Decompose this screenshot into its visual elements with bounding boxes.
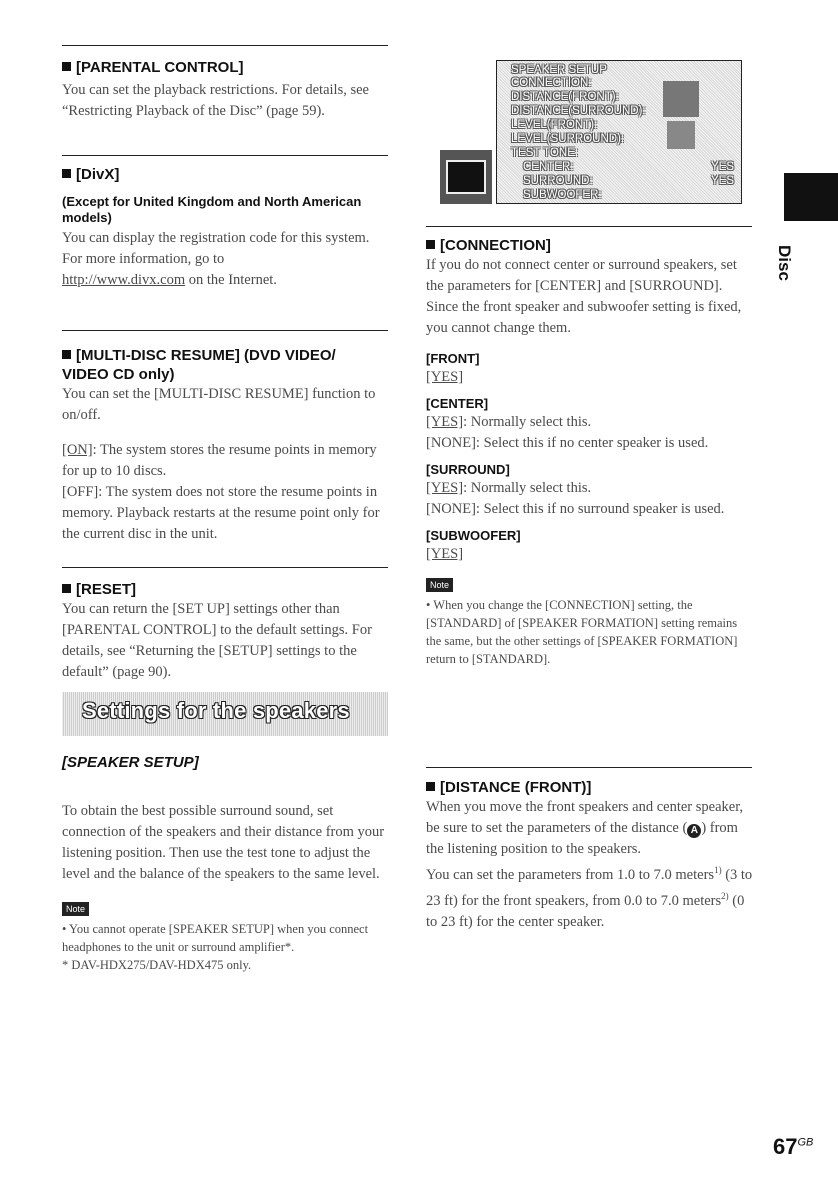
bullet-square-icon	[426, 782, 435, 791]
screen-menu-item: DISTANCE(SURROUND):	[511, 105, 646, 117]
option: [YES]	[426, 546, 464, 562]
section-heading: [PARENTAL CONTROL]	[62, 58, 388, 77]
option: [YES]: Normally select this.	[426, 480, 592, 496]
bullet-square-icon	[62, 584, 71, 593]
screen-option-value: YES	[711, 161, 735, 173]
speaker-setup-section	[62, 754, 388, 974]
section-heading: [RESET]	[62, 580, 388, 599]
screen-menu-item: CONNECTION:	[511, 77, 592, 89]
section-title: Settings for the speakers	[82, 698, 350, 723]
speaker-graphic	[663, 81, 699, 117]
subheading: (Except for United Kingdom and North American models)	[62, 194, 362, 225]
chapter-label: Disc	[775, 245, 794, 281]
paragraph: You can display the registration code for this system.	[62, 230, 370, 246]
rule	[426, 226, 752, 227]
chapter-tab	[784, 173, 838, 221]
screen-menu-item: LEVEL(FRONT):	[511, 119, 598, 131]
subheading: [SUBWOOFER]	[426, 528, 521, 543]
rule	[62, 155, 388, 156]
screen-option-value: YES	[711, 175, 735, 187]
rule	[426, 767, 752, 768]
subheading: [SURROUND]	[426, 462, 510, 477]
parental-control-section	[62, 58, 388, 122]
connection-section	[426, 236, 756, 668]
speaker-setup-heading: [SPEAKER SETUP]	[62, 754, 199, 771]
option: [YES]	[426, 369, 464, 385]
screen-menu-item: TEST TONE:	[511, 147, 579, 159]
option: [NONE]: Select this if no surround speaker is used.	[426, 501, 725, 517]
section-heading: [CONNECTION]	[426, 236, 756, 255]
note-block	[62, 899, 388, 974]
screen-menu-item: DISTANCE(FRONT):	[511, 91, 619, 103]
rule	[62, 330, 388, 331]
page-number: $67^{GB}$	[773, 1134, 814, 1159]
paragraph: If you do not connect center or surround speakers, set the parameters for [CENTER] and [SURROUND]. Since the front speaker and subwoofer setting is fixed, you cannot change them.	[426, 257, 742, 336]
rule	[62, 45, 388, 46]
screen-option-label: SURROUND:	[523, 175, 593, 187]
speaker-setup-screen	[440, 60, 742, 204]
paragraph: When you move the front speakers and center speaker, be sure to set the parameters of the distance ( A ) from the listening position to the speakers.	[426, 799, 744, 857]
paragraph: [ON]: The system stores the resume points in memory for up to 10 discs.	[62, 442, 377, 479]
option: [NONE]: Select this if no center speaker is used.	[426, 435, 709, 451]
screen-option-label: CENTER:	[523, 161, 574, 173]
option: [YES]: Normally select this.	[426, 414, 592, 430]
distance-front-section	[426, 778, 756, 933]
divx-link[interactable]: http://www.divx.com	[62, 272, 186, 288]
paragraph: [OFF]: The system does not store the resume points in memory. Playback restarts at the resume point only for the current disc in the unit.	[62, 484, 380, 542]
paragraph: To obtain the best possible surround sound, set connection of the speakers and their distance from your listening position. Then use the test tone to adjust the level and the balance of the speakers to the same level.	[62, 803, 385, 882]
note-label: Note	[426, 578, 453, 592]
paragraph: You can set the playback restrictions. For details, see “Restricting Playback of the Disc” (page 59).	[62, 82, 369, 119]
subheading: [CENTER]	[426, 396, 489, 411]
paragraph: You can return the [SET UP] settings other than [PARENTAL CONTROL] to the default settings. For details, see “Returning the [SETUP] settings to the default” (page 90).	[62, 601, 372, 680]
screen-panel	[496, 60, 742, 204]
screen-title: SPEAKER SETUP	[511, 64, 607, 76]
paragraph: You can set the parameters from 1.0 to 7.0 meters$^{1)}$ (3 to 23 ft) for the front speakers, from 0.0 to 7.0 meters$^{2)}$ (0 to 23 ft) for the center speaker.	[426, 865, 753, 930]
marker-a-icon: A	[687, 824, 701, 838]
section-heading: [DISTANCE (FRONT)]	[426, 778, 756, 797]
paragraph: For more information, go to http://www.divx.com on the Internet.	[62, 251, 277, 288]
subheading: [FRONT]	[426, 351, 480, 366]
multi-disc-section	[62, 346, 388, 545]
footnote: * DAV-HDX275/DAV-HDX475 only.	[62, 958, 252, 972]
divx-section	[62, 165, 388, 291]
note-label: Note	[62, 902, 89, 916]
section-title-bar	[62, 692, 388, 736]
note-text: • You cannot operate [SPEAKER SETUP] when you connect headphones to the unit or surround amplifier*.	[62, 922, 369, 954]
setup-tab	[440, 150, 492, 204]
screen-menu-item: LEVEL(SURROUND):	[511, 133, 625, 145]
bullet-square-icon	[62, 62, 71, 71]
screen-option-label: SUBWOOFER:	[523, 189, 602, 201]
section-heading: [DivX]	[62, 165, 388, 184]
rule	[62, 567, 388, 568]
paragraph: You can set the [MULTI-DISC RESUME] function to on/off.	[62, 386, 376, 423]
speaker-graphic	[667, 121, 695, 149]
bullet-square-icon	[62, 350, 71, 359]
bullet-square-icon	[426, 240, 435, 249]
note-block	[426, 575, 756, 668]
reset-section	[62, 580, 388, 683]
setup-tab-icon	[446, 160, 486, 194]
section-heading: [MULTI-DISC RESUME] (DVD VIDEO/ VIDEO CD only)	[62, 347, 336, 383]
note-text: • When you change the [CONNECTION] setting, the [STANDARD] of [SPEAKER FORMATION] setting remains the same, but the other settings of [SPEAKER FORMATION] return to [STANDARD].	[426, 598, 738, 666]
bullet-square-icon	[62, 169, 71, 178]
